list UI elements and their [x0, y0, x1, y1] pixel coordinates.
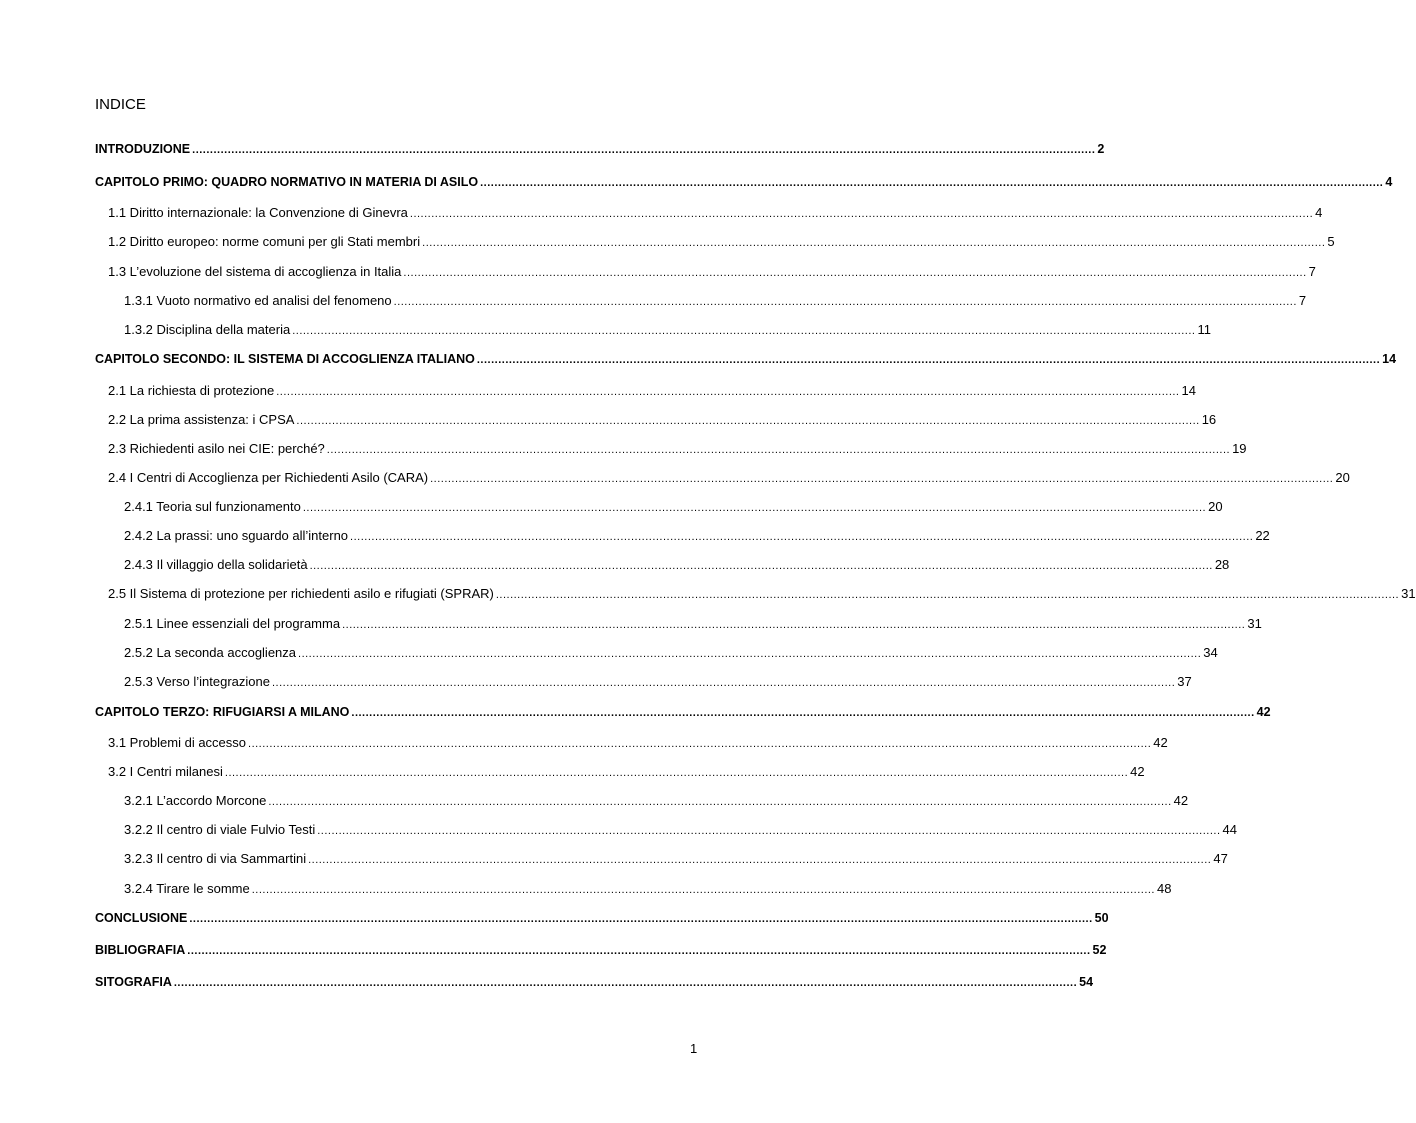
toc-entry-label: 3.2.2 Il centro di viale Fulvio Testi — [124, 822, 316, 837]
toc-leader-dots — [350, 527, 1253, 547]
toc-entry-label: 2.4.1 Teoria sul funzionamento — [124, 499, 301, 514]
toc-entry[interactable] — [124, 879, 1172, 899]
toc-entry[interactable] — [124, 820, 1237, 840]
toc-leader-dots — [248, 734, 1151, 754]
toc-entry[interactable] — [108, 262, 1316, 282]
toc-entry-label: 2.4.3 Il villaggio della solidarietà — [124, 557, 308, 572]
toc-entry-label: 1.2 Diritto europeo: norme comuni per gli Stati membri — [108, 234, 421, 249]
toc-entry-page: 42 — [1173, 793, 1189, 808]
toc-entry-label: 3.2 I Centri milanesi — [108, 764, 223, 779]
toc-entry-label: 2.5.2 La seconda accoglienza — [124, 645, 297, 660]
toc-entry-label: CAPITOLO PRIMO: QUADRO NORMATIVO IN MATERIA DI ASILO — [95, 175, 479, 189]
toc-entry-label: 1.3 L’evoluzione del sistema di accoglienza in Italia — [108, 264, 402, 279]
toc-entry-label: 1.1 Diritto internazionale: la Convenzione di Ginevra — [108, 205, 408, 220]
toc-entry[interactable] — [95, 908, 1109, 928]
toc-entry-label: 2.4 I Centri di Accoglienza per Richiedenti Asilo (CARA) — [108, 470, 429, 485]
toc-entry[interactable] — [124, 497, 1223, 517]
toc-entry-page: 31 — [1247, 616, 1262, 631]
toc-entry-label: CAPITOLO TERZO: RIFUGIARSI A MILANO — [95, 705, 350, 719]
toc-leader-dots — [342, 615, 1245, 635]
toc-entry-label: CONCLUSIONE — [95, 911, 188, 925]
toc-entry-label: 3.2.4 Tirare le somme — [124, 881, 250, 896]
page-number: 1 — [690, 1041, 698, 1056]
toc-entry-page: 2 — [1097, 142, 1105, 156]
toc-entry[interactable] — [124, 291, 1307, 311]
toc-entry[interactable] — [108, 232, 1335, 252]
toc-entry-page: 22 — [1255, 528, 1270, 543]
toc-entry-label: 3.2.3 Il centro di via Sammartini — [124, 851, 307, 866]
toc-entry-page: 16 — [1201, 412, 1217, 427]
toc-entry-label: 2.5.1 Linee essenziali del programma — [124, 616, 341, 631]
toc-entry-page: 28 — [1214, 557, 1230, 572]
toc-entry-label: BIBLIOGRAFIA — [95, 943, 186, 957]
toc-leader-dots — [174, 973, 1077, 993]
toc-entry-label: 2.3 Richiedenti asilo nei CIE: perché? — [108, 441, 325, 456]
toc-entry-label: 1.3.1 Vuoto normativo ed analisi del fenomeno — [124, 293, 392, 308]
toc-entry-page: 20 — [1208, 499, 1223, 514]
toc-leader-dots — [292, 321, 1195, 341]
toc-leader-dots — [327, 440, 1230, 460]
toc-entry[interactable] — [108, 468, 1350, 488]
toc-entry[interactable] — [124, 320, 1211, 340]
toc-entry[interactable] — [95, 972, 1094, 992]
toc-entry[interactable] — [124, 555, 1230, 575]
toc-entry[interactable] — [108, 762, 1145, 782]
toc-entry[interactable] — [95, 940, 1107, 960]
toc-entry-label: 3.2.1 L’accordo Morcone — [124, 793, 267, 808]
toc-entry-page: 14 — [1181, 383, 1196, 398]
toc-leader-dots — [394, 292, 1297, 312]
toc-entry-page: 42 — [1130, 764, 1145, 779]
toc-entry-page: 50 — [1094, 911, 1109, 925]
toc-entry-page: 20 — [1335, 470, 1350, 485]
toc-entry-label: 1.3.2 Disciplina della materia — [124, 322, 291, 337]
toc-entry[interactable] — [124, 526, 1270, 546]
toc-entry-page: 48 — [1156, 881, 1172, 896]
toc-leader-dots — [272, 673, 1175, 693]
toc-entry-page: 14 — [1382, 352, 1397, 366]
toc-entry-label: 3.1 Problemi di accesso — [108, 735, 247, 750]
toc-entry-page: 42 — [1256, 705, 1271, 719]
toc-leader-dots — [192, 140, 1095, 160]
toc-entry-page: 37 — [1177, 674, 1192, 689]
toc-entry-page: 47 — [1213, 851, 1228, 866]
toc-leader-dots — [310, 556, 1213, 576]
toc-entry[interactable] — [108, 203, 1323, 223]
toc-entry-page: 7 — [1308, 264, 1316, 279]
toc-entry[interactable] — [124, 849, 1228, 869]
toc-entry[interactable] — [95, 702, 1271, 722]
toc-entry-page: 44 — [1222, 822, 1237, 837]
toc-entry[interactable] — [108, 584, 1416, 604]
toc-leader-dots — [403, 263, 1306, 283]
toc-entry-page: 5 — [1327, 234, 1335, 249]
toc-leader-dots — [252, 880, 1155, 900]
toc-leader-dots — [303, 498, 1206, 518]
toc-leader-dots — [496, 585, 1399, 605]
toc-leader-dots — [268, 792, 1171, 812]
toc-entry-page: 54 — [1079, 975, 1094, 989]
toc-entry[interactable] — [108, 439, 1247, 459]
page-title: INDICE — [95, 96, 146, 113]
toc-entry-page: 42 — [1153, 735, 1168, 750]
toc-leader-dots — [317, 821, 1220, 841]
toc-leader-dots — [189, 909, 1092, 929]
toc-entry[interactable] — [124, 672, 1192, 692]
toc-leader-dots — [225, 763, 1128, 783]
toc-entry-label: SITOGRAFIA — [95, 975, 172, 989]
toc-entry[interactable] — [124, 643, 1218, 663]
toc-entry-page: 11 — [1197, 322, 1211, 337]
toc-leader-dots — [351, 703, 1254, 723]
toc-leader-dots — [276, 382, 1179, 402]
toc-leader-dots — [298, 644, 1201, 664]
toc-entry-page: 34 — [1203, 645, 1218, 660]
toc-leader-dots — [422, 233, 1325, 253]
toc-entry[interactable] — [95, 139, 1105, 159]
toc-entry-label: CAPITOLO SECONDO: IL SISTEMA DI ACCOGLIENZA ITALIANO — [95, 352, 475, 366]
toc-entry[interactable] — [124, 614, 1262, 634]
toc-entry-page: 4 — [1385, 175, 1393, 189]
toc-entry[interactable] — [108, 410, 1217, 430]
toc-entry-page: 19 — [1232, 441, 1247, 456]
toc-entry[interactable] — [95, 349, 1397, 369]
toc-leader-dots — [430, 469, 1333, 489]
toc-entry-page: 52 — [1092, 943, 1107, 957]
toc-entry-label: 2.1 La richiesta di protezione — [108, 383, 275, 398]
toc-entry[interactable] — [124, 791, 1189, 811]
toc-entry[interactable] — [108, 733, 1168, 753]
toc-entry-page: 4 — [1315, 205, 1323, 220]
toc-leader-dots — [480, 173, 1383, 193]
toc-entry-label: 2.4.2 La prassi: uno sguardo all’interno — [124, 528, 349, 543]
toc-entry-label: 2.5 Il Sistema di protezione per richiedenti asilo e rifugiati (SPRAR) — [108, 586, 494, 601]
toc-entry-label: 2.5.3 Verso l’integrazione — [124, 674, 270, 689]
toc-leader-dots — [296, 411, 1199, 431]
toc-entry-page: 31 — [1401, 586, 1416, 601]
toc-entry-label: 2.2 La prima assistenza: i CPSA — [108, 412, 295, 427]
toc-leader-dots — [187, 941, 1090, 961]
toc-entry-page: 7 — [1298, 293, 1307, 308]
toc-leader-dots — [308, 850, 1211, 870]
toc-entry-label: INTRODUZIONE — [95, 142, 191, 156]
toc-entry[interactable] — [95, 172, 1393, 192]
toc-leader-dots — [477, 350, 1380, 370]
toc-entry[interactable] — [108, 381, 1196, 401]
toc-leader-dots — [410, 204, 1313, 224]
